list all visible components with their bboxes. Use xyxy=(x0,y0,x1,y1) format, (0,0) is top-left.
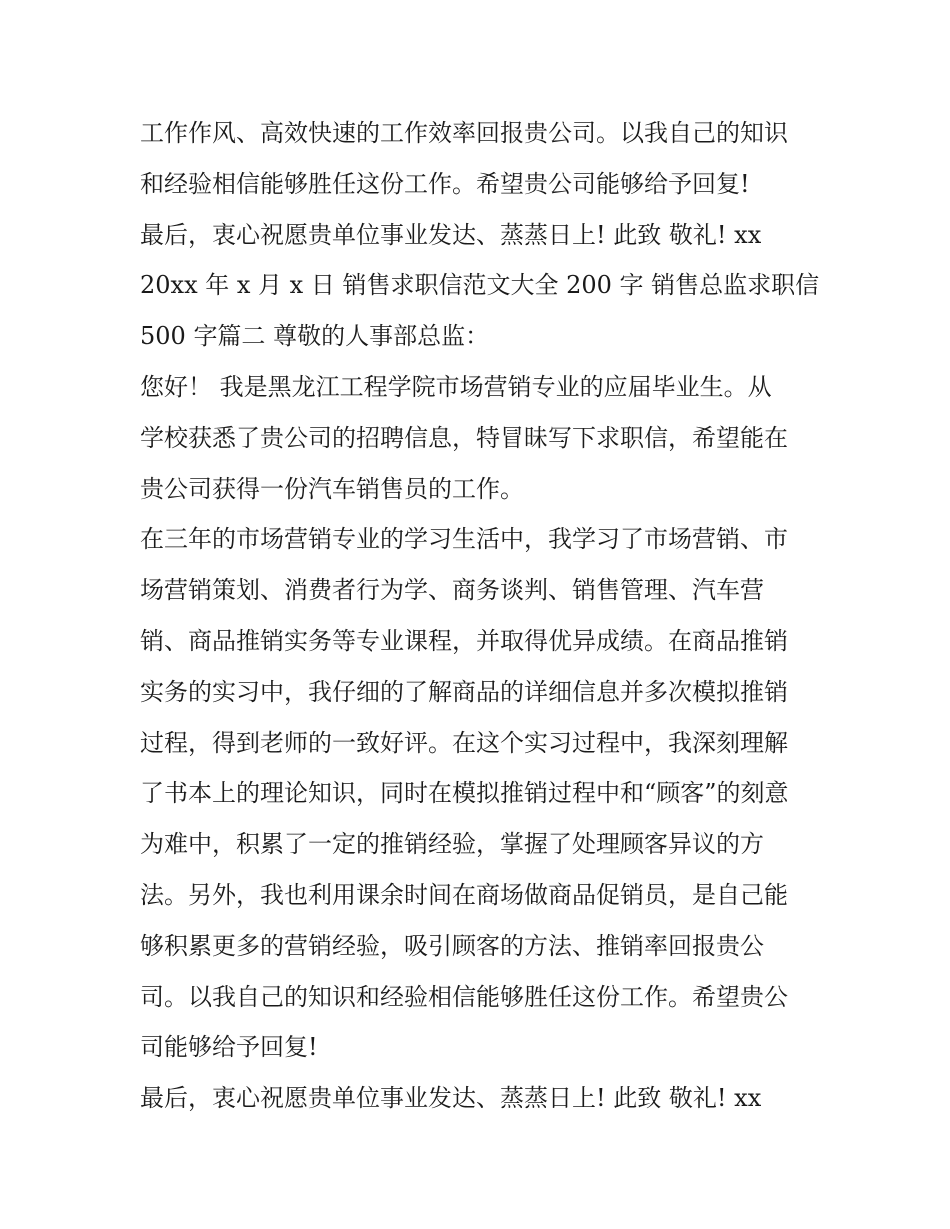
text-line: 500 字篇二 尊敬的人事部总监： xyxy=(140,322,490,351)
text-line: 和经验相信能够胜任这份工作。希望贵公司能够给予回复! xyxy=(140,169,750,198)
text-line: 司。以我自己的知识和经验相信能够胜任这份工作。希望贵公 xyxy=(140,982,788,1011)
text-line: 司能够给予回复! xyxy=(140,1033,318,1062)
document-body xyxy=(140,108,820,1124)
text-line: 够积累更多的营销经验，吸引顾客的方法、推销率回报贵公 xyxy=(140,931,764,960)
text-line: 学校获悉了贵公司的招聘信息，特冒昧写下求职信，希望能在 xyxy=(140,423,788,452)
text-line: 了书本上的理论知识，同时在模拟推销过程中和“顾客”的刻意 xyxy=(140,779,789,808)
text-line: 为难中，积累了一定的推销经验，掌握了处理顾客异议的方 xyxy=(140,830,764,859)
text-line: 法。另外，我也利用课余时间在商场做商品促销员，是自己能 xyxy=(140,880,788,909)
text-line: 过程，得到老师的一致好评。在这个实习过程中，我深刻理解 xyxy=(140,728,788,757)
text-line: 20xx 年 x 月 x 日 销售求职信范文大全 200 字 销售总监求职信 xyxy=(140,271,820,300)
text-line: 实务的实习中，我仔细的了解商品的详细信息并多次模拟推销 xyxy=(140,677,788,706)
text-line: 最后，衷心祝愿贵单位事业发达、蒸蒸日上! 此致 敬礼! xx xyxy=(140,1084,762,1113)
text-line: 最后，衷心祝愿贵单位事业发达、蒸蒸日上! 此致 敬礼! xx xyxy=(140,220,762,249)
text-line: 工作作风、高效快速的工作效率回报贵公司。以我自己的知识 xyxy=(140,119,788,147)
text-line: 在三年的市场营销专业的学习生活中，我学习了市场营销、市 xyxy=(140,525,788,554)
text-line: 销、商品推销实务等专业课程，并取得优异成绩。在商品推销 xyxy=(140,626,788,655)
text-line: 贵公司获得一份汽车销售员的工作。 xyxy=(140,474,524,503)
text-line: 场营销策划、消费者行为学、商务谈判、销售管理、汽车营 xyxy=(140,576,764,605)
text-line: 您好！ 我是黑龙江工程学院市场营销专业的应届毕业生。从 xyxy=(140,372,772,401)
